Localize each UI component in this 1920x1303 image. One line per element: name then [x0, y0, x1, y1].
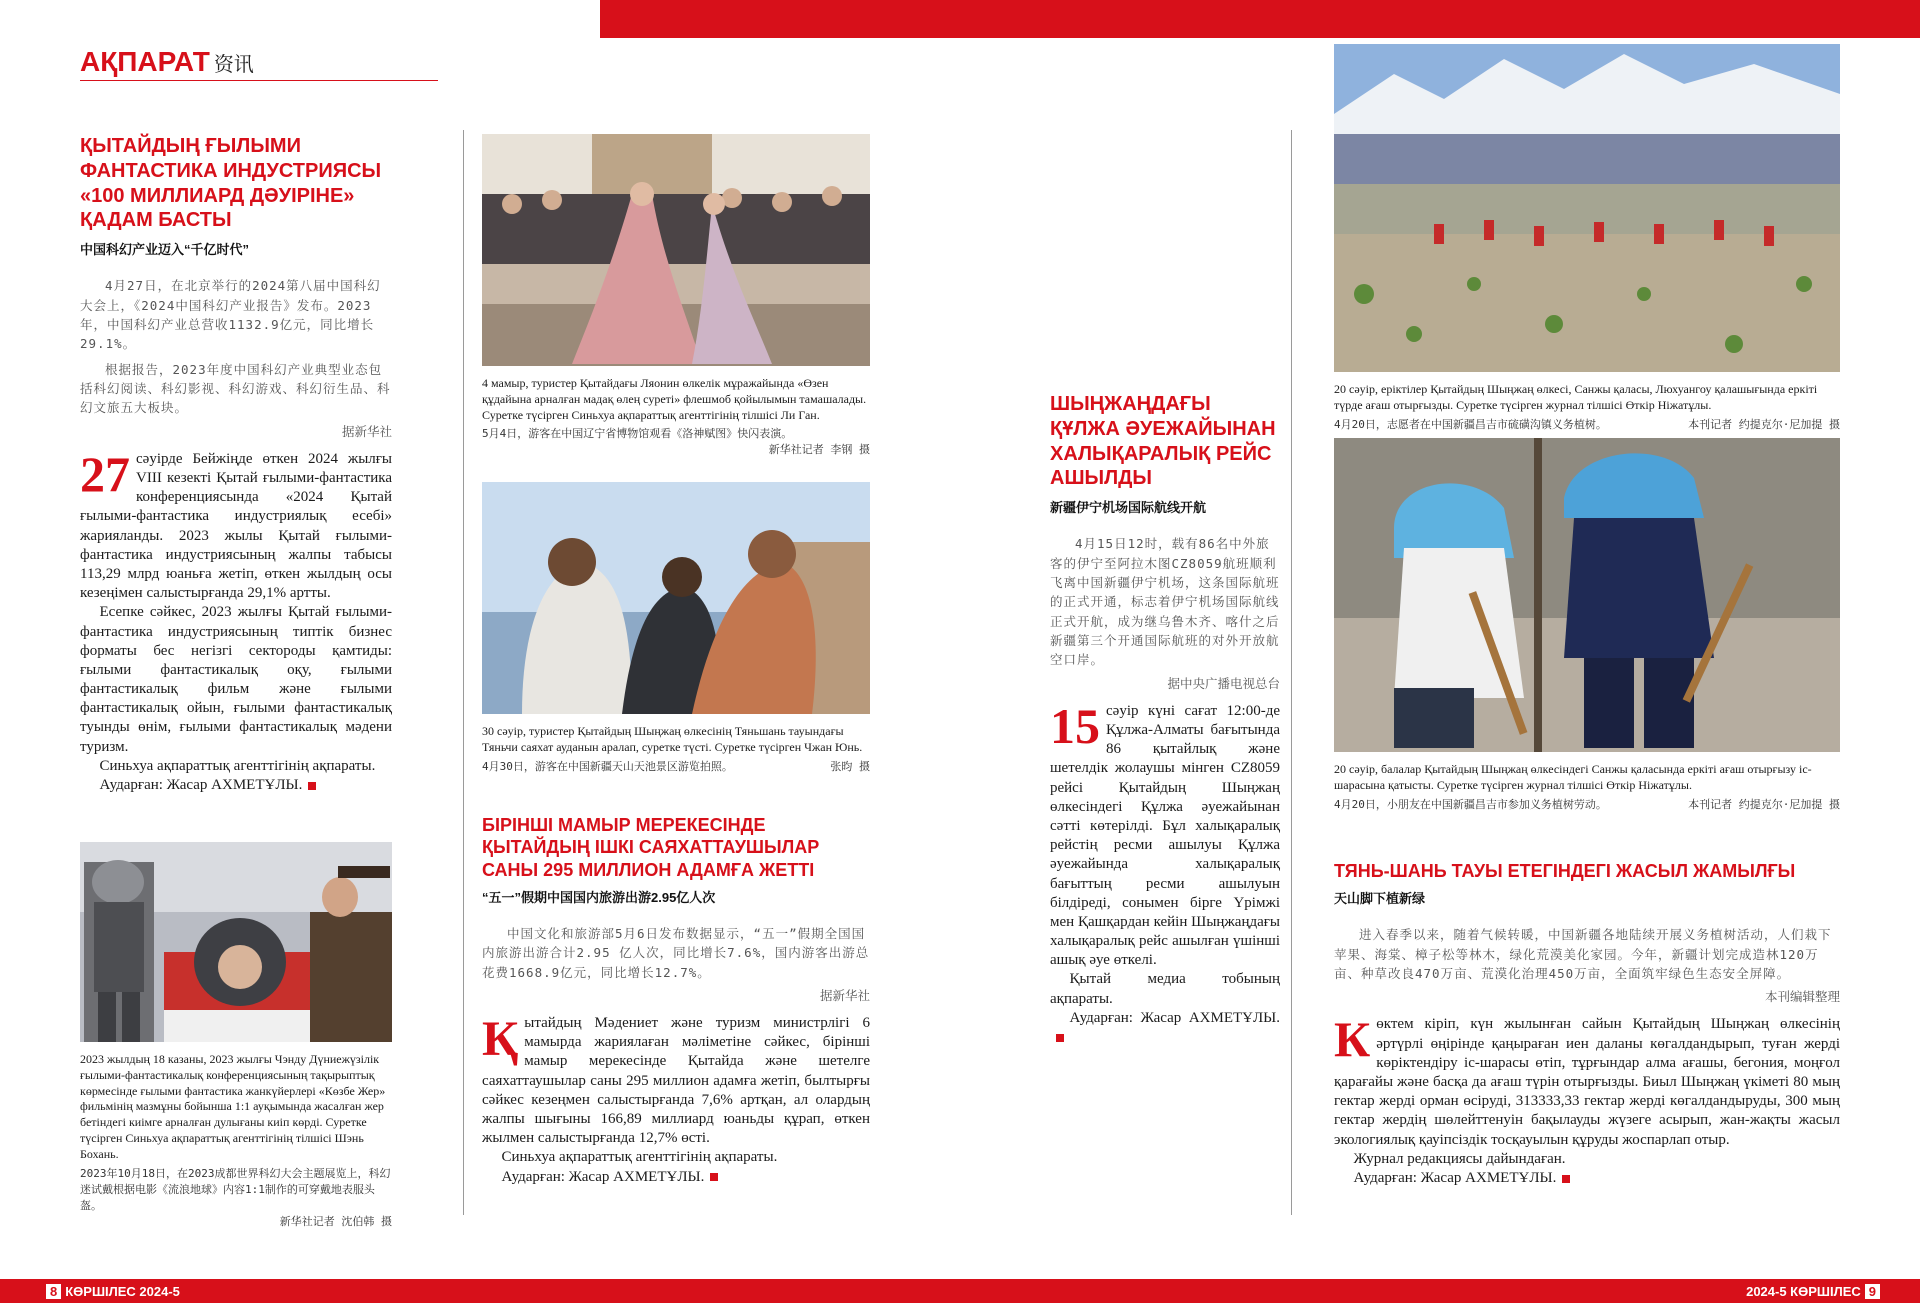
folio-right-text: 2024-5 КӨРШІЛЕС [1746, 1284, 1861, 1299]
article-scifi-cn-paragraph-2: 根据报告，2023年度中国科幻产业典型业态包括科幻阅读、科幻影视、科幻游戏、科幻衍生品、科幻文旅五大板块。 [80, 361, 391, 416]
photo-children-caption-kz: 20 сәуір, балалар Қытайдың Шыңжаң өлкесіндегі Санжы қаласында еркіті ағаш отырғызу іс-шарасына қатысты. Суретке түсірген журнал тілшісі Өткір Ніжатұлы. [1334, 762, 1812, 792]
photo-volunteers-caption-cn: 4月20日，志愿者在中国新疆昌吉市硫磺沟镇义务植树。 [1334, 417, 1607, 431]
photo-volunteers-caption [1334, 376, 1840, 433]
photo-spacesuit-caption-kz: 2023 жылдың 18 казаны, 2023 жылғы Чэнду Дүниежүзілік ғылыми-фантастикалық конференциясының тақырыптық көрмесінде ғылыми фантастика жанкүйерлері «Көзбе Жер» фильмінің мазмұны бойынша 1:1 ауқымында жасалған жер бетіндегі киімге арналған дулығаны киіп көрді. Суретке түсірген Синьхуа ақпараттық агенттігінің тілшісі Шэнь Бохань. [80, 1052, 386, 1161]
article-tianshan-paragraph-2: Журнал редакциясы дайындаған. [1353, 1150, 1566, 1167]
photo-volunteers-caption-kz: 20 сәуір, еріктілер Қытайдың Шыңжаң өлкесі, Санжы қаласы, Люхуангоу қалашығында еркіті түрде ағаш отырғызды. Суретке түсірген журнал тілшісі Өткір Ніжатұлы. [1334, 382, 1818, 412]
drop-cap: 15 [1050, 697, 1100, 754]
article-tianshan-subtitle-cn: 天山脚下植新绿 [1334, 891, 1426, 907]
article-tianshan [1334, 860, 1840, 1188]
photo-children-caption-cn-row [1334, 794, 1840, 813]
article-tourism-body [482, 1010, 870, 1187]
photo-museum-credit: 新华社记者 李钢 摄 [768, 443, 870, 457]
article-tianshan-body [1334, 1011, 1840, 1188]
column-divider-left [463, 130, 464, 1215]
photo-volunteers-credit: 本刊记者 约提克尔·尼加提 摄 [1688, 417, 1840, 431]
photo-volunteers-planting [1334, 44, 1840, 372]
photo-children-caption-cn: 4月20日，小朋友在中国新疆昌吉市参加义务植树劳动。 [1334, 797, 1607, 811]
end-mark [1562, 1175, 1570, 1183]
article-tourism-translator: Аударған: Жасар АХМЕТҰЛЫ. [501, 1168, 705, 1185]
folio-left [46, 1284, 180, 1299]
article-scifi-translator: Аударған: Жасар АХМЕТҰЛЫ. [99, 777, 303, 793]
article-airport-subtitle-cn: 新疆伊宁机场国际航线开航 [1050, 500, 1207, 516]
photo-children-planting [1334, 438, 1840, 752]
article-tianshan-title: ТЯНЬ-ШАНЬ ТАУЫ ЕТЕГІНДЕГІ ЖАСЫЛ ЖАМЫЛҒЫ [1334, 861, 1796, 881]
photo-volunteers-caption-cn-row [1334, 414, 1840, 433]
article-scifi-subtitle-cn: 中国科幻产业迈入“千亿时代” [80, 242, 250, 258]
photo-tianchi-caption [482, 718, 870, 775]
article-tourism-cn-paragraph: 中国文化和旅游部5月6日发布数据显示，“五一”假期全国国内旅游出游合计2.95 亿人次，同比增长7.6%，国内游客出游总花费1668.9亿元，同比增长12.7%。 [482, 925, 870, 980]
folio-left-text: КӨРШІЛЕС 2024-5 [65, 1284, 180, 1299]
section-rule [80, 80, 438, 81]
section-title-cn: 资讯 [213, 54, 254, 76]
article-airport-paragraph-2: Қытай медиа тобының ақпараты. [1050, 971, 1280, 1007]
article-airport-cn-source: 据中央广播电视总台 [1167, 675, 1280, 691]
article-tourism-subtitle-cn: “五一”假期中国国内旅游出游2.95亿人次 [482, 889, 716, 905]
photo-tianchi-caption-kz: 30 сәуір, туристер Қытайдың Шыңжаң өлкесінің Тяньшань тауындағы Тяньчи саяхат ауданын аралап, суретке түсті. Суретке түсірген Чжан Юнь. [482, 724, 863, 754]
column-divider-right [1291, 130, 1292, 1215]
bottom-red-bar [0, 1279, 1920, 1303]
article-scifi-title: ҚЫТАЙДЫҢ ҒЫЛЫМИ ФАНТАСТИКА ИНДУСТРИЯСЫ «100 МИЛЛИАРД ДӘУІРІНЕ» ҚАДАМ БАСТЫ [80, 135, 382, 232]
article-airport-body [1050, 697, 1280, 1047]
article-airport-cn-paragraph: 4月15日12时，载有86名中外旅客的伊宁至阿拉木图CZ8059航班顺利飞离中国新疆伊宁机场，这条国际航班的正式开通，标志着伊宁机场国际航线正式开航，成为继乌鲁木齐、喀什之后新疆第三个开通国际航班的对外开放航空口岸。 [1050, 536, 1280, 668]
article-scifi [80, 134, 392, 795]
article-airport-translator: Аударған: Жасар АХМЕТҰЛЫ. [1069, 1009, 1280, 1026]
photo-spacesuit-caption [80, 1046, 392, 1230]
article-tourism-paragraph-2: Синьхуа ақпараттық агенттігінің ақпараты. [501, 1149, 778, 1166]
page-number-left: 8 [46, 1284, 61, 1299]
end-mark [710, 1173, 718, 1181]
photo-spacesuit-helmet [80, 842, 392, 1042]
article-scifi-paragraph-1: сәуірде Бейжіңде өткен 2024 жылғы VIII кезекті Қытай ғылыми-фантастика конференциясында «2024 Қытай ғылыми-фантастика индустриялық есебі» жарияланды. 2023 жылы Қытай ғылыми-фантастика индустриясының жалпы табысы 113,29 млрд юаньға жетіп, өткен жылдың осы кезеңімен салыстырғанда 29,1% артты. [80, 450, 392, 602]
section-header [80, 46, 254, 78]
article-airport-paragraph-1: сәуір күні сағат 12:00-де Құлжа-Алматы бағытында 86 қытайлық және шетелдік жолаушы мінген CZ8059 рейсі Қытайдың Шыңжаң өлкесіндегі Құлжа әуежайынан сәтті көтерілді. Бұл халықаралық рейстің ресми ашылуы Құлжа әуежайында халықаралық бағыттың ресми ашылуын білдіреді, сонымен бірге Үрімжі мен Қашқардан кейін Шыңжаңдағы халықаралық рейс ашылған үшінші ашық әуе өткелі. [1050, 702, 1280, 969]
photo-museum-caption-kz: 4 мамыр, туристер Қытайдағы Ляонин өлкелік мұражайында «Өзен құдайына арналған мадақ өлең суреті» флешмоб қойылымын тамашалады. Суретке түсірген Синьхуа ақпараттық агенттігінің тілшісі Ли Ган. [482, 376, 867, 422]
article-scifi-cn-source: 据新华社 [341, 423, 392, 439]
article-tianshan-translator: Аударған: Жасар АХМЕТҰЛЫ. [1353, 1169, 1557, 1186]
article-tianshan-cn-paragraph: 进入春季以来，随着气候转暖，中国新疆各地陆续开展义务植树活动，人们栽下苹果、海棠、樟子松等林木，绿化荒漠美化家园。今年，新疆计划完成造林120万亩、种草改良470万亩、荒漠化治理450万亩，全面筑牢绿色生态安全屏障。 [1334, 927, 1832, 982]
article-tourism-title: БІРІНШІ МАМЫР МЕРЕКЕСІНДЕ ҚЫТАЙДЫҢ ІШКІ САЯХАТТАУШЫЛАР САНЫ 295 МИЛЛИОН АДАМҒА ЖЕТТІ [482, 815, 820, 880]
drop-cap: 27 [80, 445, 130, 502]
article-tourism-paragraph-1: ытайдың Мәдениет және туризм министрлігі 6 мамырда жариялаған мәліметіне сәйкес, бірінші мамыр мерекесінде Қытайда және шетелге саяхаттаушылар саны 295 миллион адамға жетіп, былтырғы сәйкес кезеңмен салыстырғанда 7,6% артқан, ал олардың жалпы шығыны 166,89 миллиард юаньды құрап, өткен жылмен салыстырғанда 12,7% өсті. [482, 1015, 870, 1147]
top-red-bar [600, 0, 1920, 38]
page-number-right: 9 [1865, 1284, 1880, 1299]
photo-tianchi-credit: 张昀 摄 [830, 759, 870, 773]
article-tianshan-paragraph-1: өктем кіріп, күн жылынған сайын Қытайдың Шыңжаң өлкесінің әртүрлі өңірінде қаңыраған иен даланы көгалдандырып, туған жерді көріктендіру іс-шарасы өтіп, тұрғындар алма ағашы, бегония, моңғол қарағайы және басқа да ағаш түрін отырғызды. Биыл Шыңжаң үкіметі 80 мың гектар жерді орман өсіруді, 313333,33 гектар жерді көгалдандыруды, 300 мың гектар жердің шөлейттенуін бақылауды жүзеге асырып, жан-жақты жасыл экологиялық қауіпсіздік тосқауылын құруды жоспарлап отыр. [1334, 1016, 1840, 1148]
article-scifi-paragraph-2: Есепке сәйкес, 2023 жылғы Қытай ғылыми-фантастика индустриясының типтік бизнес форматы бес негізгі сектороды қамтиды: ғылыми фантастикалық оқу, ғылыми фантастикалық фильм және ғылыми фантастикалық ойын, ғылыми фантастикалық туынды өнім, ғылыми фантастикалық мәдени туризм. [80, 604, 392, 755]
article-tourism-cn-source: 据新华社 [819, 988, 870, 1004]
photo-museum-caption-cn: 5月4日，游客在中国辽宁省博物馆观看《洛神赋图》快闪表演。 [482, 427, 793, 441]
photo-museum-dance [482, 134, 870, 366]
article-tianshan-cn-source: 本刊编辑整理 [1764, 989, 1840, 1005]
article-airport-title: ШЫҢЖАҢДАҒЫ ҚҰЛЖА ӘУЕЖАЙЫНАН ХАЛЫҚАРАЛЫҚ РЕЙС АШЫЛДЫ [1050, 393, 1276, 490]
end-mark [308, 782, 316, 790]
photo-spacesuit-caption-cn: 2023年10月18日，在2023成都世界科幻大会主题展览上，科幻迷试戴根据电影《流浪地球》内容1:1制作的可穿戴地表服头盔。 [80, 1166, 391, 1212]
end-mark [1056, 1034, 1064, 1042]
article-scifi-cn-paragraph-1: 4月27日，在北京举行的2024第八届中国科幻大会上，《2024中国科幻产业报告》发布。2023年，中国科幻产业总营收1132.9亿元，同比增长29.1%。 [80, 278, 381, 352]
drop-cap: Қ [482, 1010, 519, 1067]
article-airport [1050, 392, 1280, 1047]
section-title: АҚПАРАТ [80, 46, 210, 77]
photo-children-credit: 本刊记者 约提克尔·尼加提 摄 [1688, 797, 1840, 811]
photo-spacesuit-credit: 新华社记者 沈伯韩 摄 [279, 1214, 392, 1228]
photo-tianchi-tourists [482, 482, 870, 714]
article-scifi-body [80, 445, 392, 795]
photo-museum-caption [482, 370, 870, 458]
article-tourism [482, 814, 870, 1187]
photo-children-caption [1334, 756, 1840, 813]
article-scifi-paragraph-3: Синьхуа ақпараттық агенттігінің ақпараты. [99, 757, 376, 774]
folio-right [1746, 1284, 1880, 1299]
photo-tianchi-caption-cn: 4月30日，游客在中国新疆天山天池景区游览拍照。 [482, 759, 733, 773]
photo-tianchi-caption-cn-row [482, 756, 870, 775]
drop-cap: К [1334, 1011, 1371, 1068]
